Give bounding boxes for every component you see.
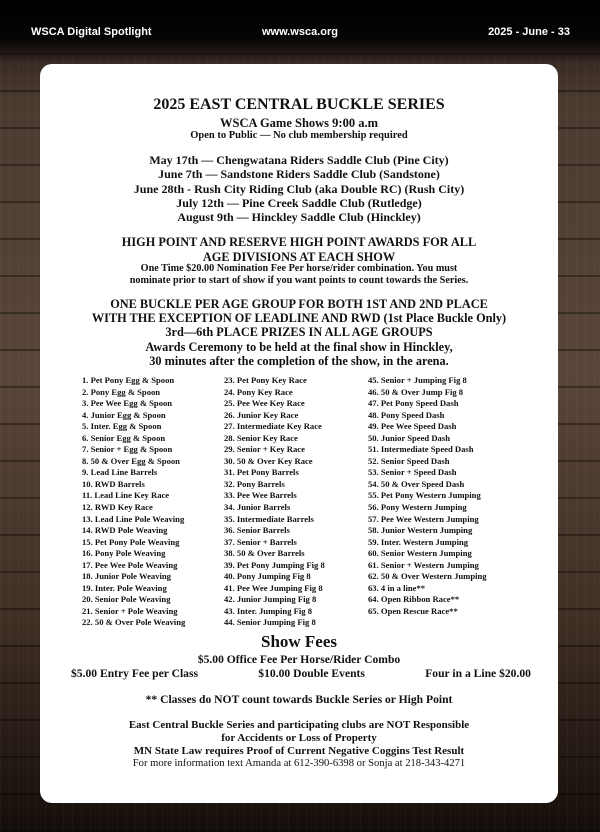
class-list-column-1: [82, 375, 185, 629]
class-item: 22. 50 & Over Pole Weaving: [82, 617, 186, 628]
schedule-item: August 9th — Hinckley Saddle Club (Hinckley): [177, 210, 421, 225]
event-flyer: [40, 64, 558, 803]
class-item: 51. Intermediate Speed Dash: [368, 444, 474, 455]
class-item: 56. Pony Western Jumping: [368, 502, 467, 513]
awards-line: HIGH POINT AND RESERVE HIGH POINT AWARDS FOR ALL: [121, 235, 477, 249]
class-item: 37. Senior + Barrels: [224, 536, 297, 547]
class-item: 17. Pee Wee Pole Weaving: [82, 559, 178, 570]
class-item: 12. RWD Key Race: [82, 502, 153, 513]
schedule-item: July 12th — Pine Creek Saddle Club (Rutledge): [176, 195, 422, 210]
class-item: 46. 50 & Over Jump Fig 8: [368, 386, 464, 397]
class-item: 28. Senior Key Race: [224, 432, 298, 443]
class-item: 36. Senior Barrels: [224, 525, 290, 536]
classes-note: ** Classes do NOT count towards Buckle Series or High Point: [145, 693, 453, 706]
class-item: 53. Senior + Speed Dash: [368, 467, 457, 478]
publication-name: WSCA Digital Spotlight: [31, 26, 152, 38]
class-item: 30. 50 & Over Key Race: [224, 455, 313, 466]
class-item: 35. Intermediate Barrels: [224, 513, 314, 524]
class-item: 15. Pet Pony Pole Weaving: [82, 536, 180, 547]
fee-row: [71, 667, 531, 680]
issue-page-label: 2025 - June - 33: [488, 26, 570, 38]
office-fee-text: $5.00 Office Fee Per Horse/Rider Combo: [197, 653, 401, 666]
class-item: 31. Pet Pony Barrels: [224, 467, 299, 478]
class-item: 45. Senior + Jumping Fig 8: [368, 375, 467, 385]
class-item: 23. Pet Pony Key Race: [224, 375, 307, 385]
class-item: 6. Senior Egg & Spoon: [82, 432, 166, 443]
class-item: 9. Lead Line Barrels: [82, 467, 158, 478]
class-item: 50. Junior Speed Dash: [368, 432, 450, 443]
class-item: 24. Pony Key Race: [224, 386, 293, 397]
class-item: 60. Senior Western Jumping: [368, 548, 472, 559]
class-item: 38. 50 & Over Barrels: [224, 548, 305, 559]
awards-heading: [40, 235, 558, 265]
disclaimer-line: for Accidents or Loss of Property: [221, 732, 377, 745]
double-events-fee-text: $10.00 Double Events: [258, 667, 365, 680]
flyer-title: 2025 EAST CENTRAL BUCKLE SERIES: [153, 96, 445, 113]
class-item: 16. Pony Pole Weaving: [82, 548, 166, 559]
class-item: 11. Lead Line Key Race: [82, 490, 170, 501]
class-item: 61. Senior + Western Jumping: [368, 559, 479, 570]
class-item: 65. Open Rescue Race**: [368, 605, 458, 616]
website-link[interactable]: www.wsca.org: [261, 26, 338, 38]
schedule-item: June 28th - Rush City Riding Club (aka Double RC) (Rush City): [133, 181, 465, 196]
buckle-line: 3rd—6th PLACE PRIZES IN ALL AGE GROUPS: [165, 325, 433, 340]
open-to-public-text: Open to Public — No club membership required: [190, 130, 408, 141]
schedule-item: June 7th — Sandstone Riders Saddle Club (Sandstone): [158, 167, 440, 182]
class-item: 32. Pony Barrels: [224, 478, 285, 489]
buckle-line: 30 minutes after the completion of the show, in the arena.: [149, 353, 449, 368]
contact-info: For more information text Amanda at 612-390-6398 or Sonja at 218-343-4271: [132, 758, 466, 769]
class-item: 27. Intermediate Key Race: [224, 421, 322, 432]
class-item: 10. RWD Barrels: [82, 478, 145, 489]
show-schedule: [40, 153, 558, 224]
schedule-item: May 17th — Chengwatana Riders Saddle Club (Pine City): [149, 153, 449, 167]
class-item: 54. 50 & Over Speed Dash: [368, 478, 465, 489]
class-item: 44. Senior Jumping Fig 8: [224, 617, 316, 628]
nomination-fee-text: [40, 263, 558, 288]
class-item: 40. Pony Jumping Fig 8: [224, 571, 311, 582]
class-item: 63. 4 in a line**: [368, 582, 426, 593]
class-item: 34. Junior Barrels: [224, 502, 291, 513]
buckle-line: ONE BUCKLE PER AGE GROUP FOR BOTH 1ST AND 2ND PLACE: [110, 297, 488, 311]
nomination-line: nominate prior to start of show if you want points to count towards the Series.: [129, 275, 469, 287]
class-item: 33. Pee Wee Barrels: [224, 490, 297, 501]
buckle-line: Awards Ceremony to be held at the final show in Hinckley,: [145, 339, 453, 354]
class-item: 42. Junior Jumping Fig 8: [224, 594, 317, 605]
four-in-line-fee-text: Four in a Line $20.00: [425, 667, 531, 680]
class-item: 43. Inter. Jumping Fig 8: [224, 605, 313, 616]
class-list-column-2: [224, 375, 325, 629]
class-item: 58. Junior Western Jumping: [368, 525, 473, 536]
class-item: 39. Pet Pony Jumping Fig 8: [224, 559, 325, 570]
entry-fee-text: $5.00 Entry Fee per Class: [71, 667, 198, 680]
class-item: 49. Pee Wee Speed Dash: [368, 421, 457, 432]
nomination-line: One Time $20.00 Nomination Fee Per horse/rider combination. You must: [140, 263, 458, 274]
class-item: 52. Senior Speed Dash: [368, 455, 450, 466]
class-item: 21. Senior + Pole Weaving: [82, 605, 178, 616]
class-item: 47. Pet Pony Speed Dash: [368, 398, 459, 409]
class-item: 29. Senior + Key Race: [224, 444, 305, 455]
class-item: 2. Pony Egg & Spoon: [82, 386, 161, 397]
class-item: 3. Pee Wee Egg & Spoon: [82, 398, 173, 409]
class-item: 64. Open Ribbon Race**: [368, 594, 460, 605]
class-item: 13. Lead Line Pole Weaving: [82, 513, 185, 524]
class-item: 55. Pet Pony Western Jumping: [368, 490, 481, 501]
awards-line: AGE DIVISIONS AT EACH SHOW: [202, 249, 396, 264]
show-fees-heading: Show Fees: [260, 632, 338, 651]
buckle-info: [40, 297, 558, 368]
class-item: 20. Senior Pole Weaving: [82, 594, 171, 605]
class-item: 41. Pee Wee Jumping Fig 8: [224, 582, 323, 593]
class-item: 62. 50 & Over Western Jumping: [368, 571, 487, 582]
buckle-line: WITH THE EXCEPTION OF LEADLINE AND RWD (1st Place Buckle Only): [91, 311, 507, 326]
disclaimer-line: MN State Law requires Proof of Current Negative Coggins Test Result: [133, 745, 465, 758]
top-header-bar: [0, 0, 600, 64]
disclaimer: [40, 719, 558, 759]
disclaimer-line: East Central Buckle Series and participating clubs are NOT Responsible: [128, 719, 470, 731]
class-list-column-3: [368, 375, 487, 617]
flyer-subtitle: WSCA Game Shows 9:00 a.m: [220, 116, 378, 130]
class-item: 5. Inter. Egg & Spoon: [82, 421, 162, 432]
class-item: 48. Pony Speed Dash: [368, 409, 445, 420]
class-item: 57. Pee Wee Western Jumping: [368, 513, 479, 524]
class-item: 7. Senior + Egg & Spoon: [82, 444, 173, 455]
class-item: 19. Inter. Pole Weaving: [82, 582, 167, 593]
class-item: 1. Pet Pony Egg & Spoon: [82, 375, 175, 385]
class-item: 59. Inter. Western Jumping: [368, 536, 469, 547]
class-item: 25. Pee Wee Key Race: [224, 398, 305, 409]
class-item: 8. 50 & Over Egg & Spoon: [82, 455, 180, 466]
class-item: 26. Junior Key Race: [224, 409, 299, 420]
class-item: 18. Junior Pole Weaving: [82, 571, 171, 582]
class-item: 14. RWD Pole Weaving: [82, 525, 168, 536]
class-item: 4. Junior Egg & Spoon: [82, 409, 166, 420]
